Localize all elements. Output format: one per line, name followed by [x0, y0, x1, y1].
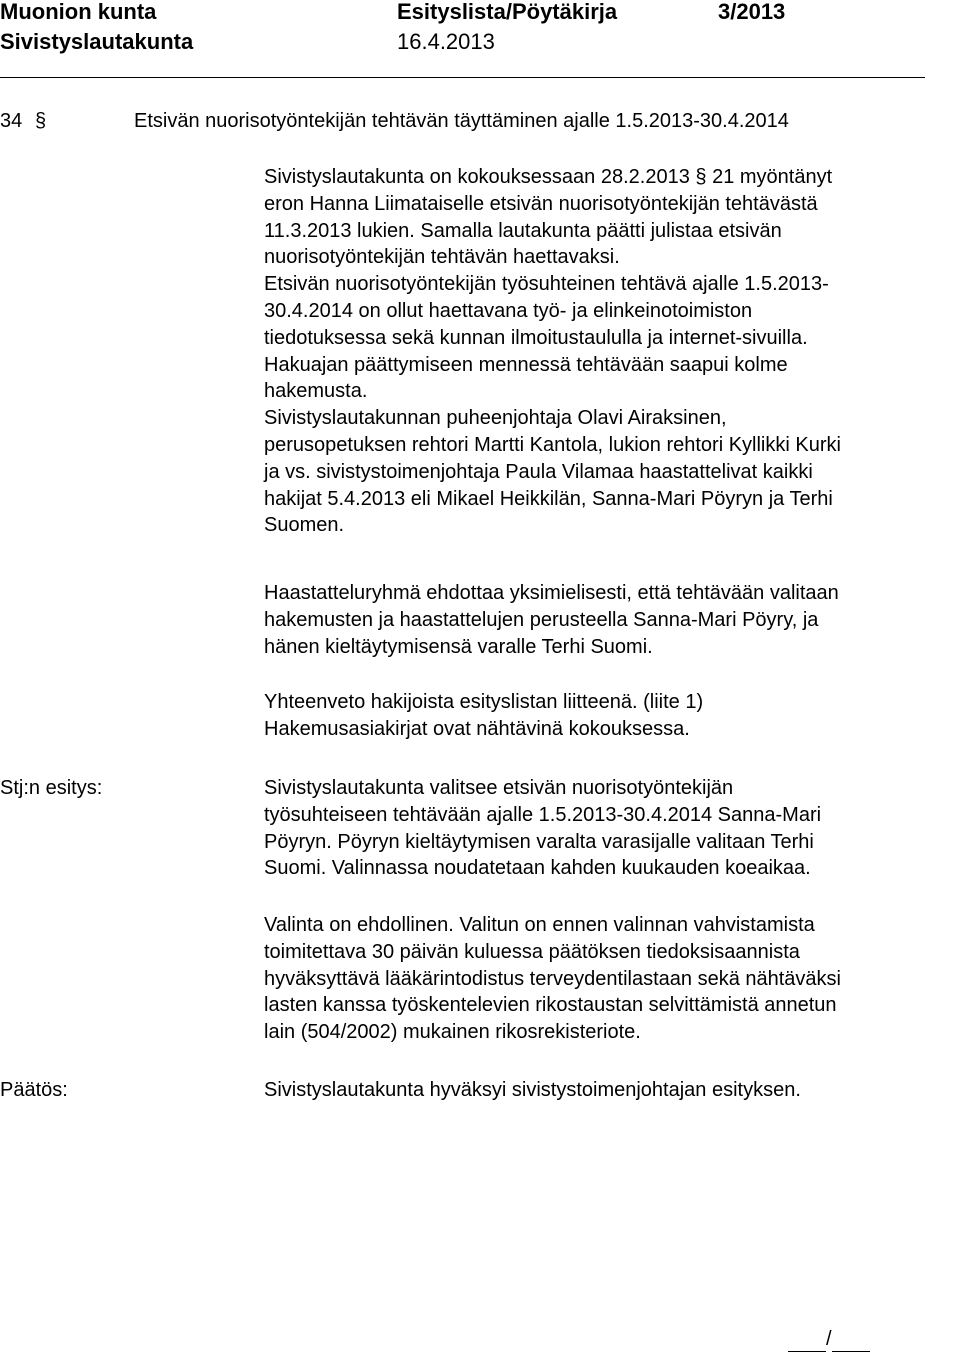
text-line: 30.4.2014 on ollut haettavana työ- ja elinkeinotoimiston [264, 299, 753, 322]
text-line: tiedotuksessa sekä kunnan ilmoitustaululla ja internet-sivuilla. [264, 326, 808, 349]
attachments-paragraph [264, 689, 960, 743]
recommendation-block [264, 580, 960, 660]
text-line: hakemusten ja haastattelujen perusteella Sanna-Mari Pöyry, ja [264, 608, 819, 631]
meeting-date: 16.4.2013 [397, 29, 495, 54]
text-line: Suomen. [264, 514, 345, 537]
signature-separator: / [826, 1328, 832, 1350]
header-rule [0, 77, 925, 78]
text-line: hakemusta. [264, 380, 368, 403]
signature-line [788, 1326, 870, 1352]
section-number: 34 [0, 110, 23, 132]
signature-blank-left [788, 1331, 826, 1352]
board-name: Sivistyslautakunta [0, 29, 194, 54]
background-paragraph [264, 164, 960, 539]
text-line: Sivistyslautakunnan puheenjohtaja Olavi Airaksinen, [264, 407, 727, 430]
text-line: Sivistyslautakunta valitsee etsivän nuorisotyöntekijän [264, 777, 734, 799]
proposal-block [264, 775, 960, 882]
text-line: hyväksyttävä lääkärintodistus terveydentilastaan sekä nähtäväksi [264, 967, 841, 990]
text-line: Hakuajan päättymiseen mennessä tehtävään saapui kolme [264, 353, 788, 376]
text-line: Suomi. Valinnassa noudatetaan kahden kuukauden koeaikaa. [264, 857, 811, 880]
text-line: hakijat 5.4.2013 eli Mikael Heikkilän, Sanna-Mari Pöyryn ja Terhi [264, 487, 833, 510]
condition-block [264, 912, 960, 1046]
text-line: lain (504/2002) mukainen rikosrekisteriote. [264, 1021, 641, 1044]
decision-text: Sivistyslautakunta hyväksyi sivistystoimenjohtajan esityksen. [264, 1079, 801, 1101]
condition-paragraph [264, 912, 960, 1046]
text-line: työsuhteiseen tehtävään ajalle 1.5.2013-30.4.2014 Sanna-Mari [264, 803, 822, 826]
document-number: 3/2013 [718, 0, 786, 24]
text-line: Hakemusasiakirjat ovat nähtävinä kokouksessa. [264, 717, 690, 740]
text-line: Yhteenveto hakijoista esityslistan liitteenä. (liite 1) [264, 691, 704, 713]
text-line: perusopetuksen rehtori Martti Kantola, lukion rehtori Kyllikki Kurki [264, 433, 841, 456]
document-type: Esityslista/Pöytäkirja [397, 0, 618, 24]
recommendation-paragraph [264, 580, 960, 660]
proposal-paragraph [264, 775, 960, 882]
text-line: Etsivän nuorisotyöntekijän työsuhteinen tehtävä ajalle 1.5.2013- [264, 273, 829, 296]
text-line: lasten kanssa työskentelevien rikostaustan selvittämistä annetun [264, 994, 837, 1017]
org-name: Muonion kunta [0, 0, 157, 24]
text-line: hänen kieltäytymisensä varalle Terhi Suomi. [264, 635, 653, 658]
text-line: toimitettava 30 päivän kuluessa päätöksen tiedoksisaannista [264, 940, 800, 963]
text-line: 11.3.2013 lukien. Samalla lautakunta päätti julistaa etsivän [264, 219, 782, 242]
text-line: nuorisotyöntekijän tehtävän haettavaksi. [264, 246, 620, 269]
case-description [264, 164, 960, 539]
proposal-label: Stj:n esitys: [0, 777, 103, 799]
decision-block [264, 1077, 960, 1104]
text-line: Pöyryn. Pöyryn kieltäytymisen varalta varasijalle valitaan Terhi [264, 830, 814, 853]
text-line: Sivistyslautakunta on kokouksessaan 28.2.2013 § 21 myöntänyt [264, 166, 833, 188]
text-line: eron Hanna Liimataiselle etsivän nuorisotyöntekijän tehtävästä [264, 192, 818, 215]
section-symbol: § [35, 110, 47, 132]
signature-blank-right [832, 1331, 870, 1352]
section-title: Etsivän nuorisotyöntekijän tehtävän täyttäminen ajalle 1.5.2013-30.4.2014 [134, 110, 789, 132]
text-line: Haastatteluryhmä ehdottaa yksimielisesti, että tehtävään valitaan [264, 582, 839, 604]
decision-label: Päätös: [0, 1079, 68, 1101]
text-line: Valinta on ehdollinen. Valitun on ennen valinnan vahvistamista [264, 914, 815, 936]
text-line: ja vs. sivistystoimenjohtaja Paula Vilamaa haastattelivat kaikki [264, 460, 813, 483]
attachments-block [264, 689, 960, 743]
